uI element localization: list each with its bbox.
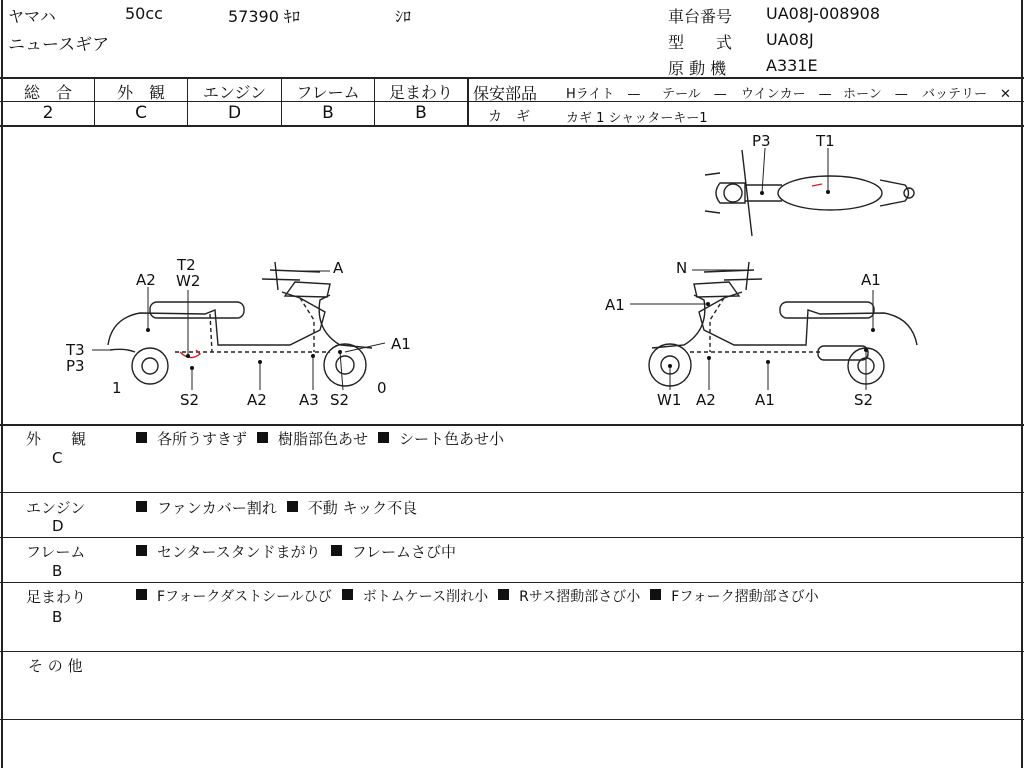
key-value: カギ 1 シャッターキー1 [566, 111, 708, 126]
diag-label: S2 [180, 391, 200, 409]
diag-label: S2 [330, 391, 350, 409]
remarks-rule-1 [0, 492, 1024, 493]
mileage: 57390 ｷﾛ [228, 7, 300, 26]
remark-label-frame: フレーム [26, 543, 86, 561]
safety-headlight: Hライト — [566, 87, 641, 102]
remark-grade-engine: D [52, 517, 64, 535]
remark-item: 樹脂部色あせ [278, 430, 369, 448]
safety-winker: ウインカー — [741, 87, 832, 102]
remark-items-suspension [136, 586, 829, 606]
header-top-rule [0, 77, 1024, 79]
grade-label-frame: フレーム [296, 83, 360, 102]
type-value: UA08J [766, 30, 814, 49]
diag-label: 0 [377, 379, 387, 397]
grade-label-exterior: 外 観 [116, 83, 165, 102]
frame-no: UA08J-008908 [766, 4, 881, 23]
remark-label-other: そ の 他 [28, 657, 83, 675]
type-label: 型 式 [668, 33, 733, 52]
remark-label-engine: エンジン [26, 499, 86, 517]
grade-label-overall: 総 合 [23, 83, 72, 102]
diag-label: A [333, 259, 344, 277]
remark-item: 不動 キック不良 [307, 499, 418, 517]
diag-label: A2 [136, 271, 156, 289]
model-name: ニュースギア [8, 35, 110, 55]
grade-value-engine: D [227, 103, 242, 123]
diag-label: T3 [66, 341, 85, 359]
damage-diagram [0, 126, 1024, 424]
diag-label: A1 [755, 391, 775, 409]
grade-value-suspension: B [415, 103, 427, 123]
safety-label: 保安部品 [473, 84, 538, 103]
remark-item: Fフォークダストシールひび [157, 589, 332, 605]
diag-label: P3 [752, 132, 771, 150]
engine-value: A331E [766, 56, 818, 75]
remark-items-frame [136, 541, 466, 562]
grade-value-exterior: C [135, 103, 147, 123]
frame-no-label: 車台番号 [668, 7, 733, 26]
remark-grade-frame: B [52, 562, 63, 580]
remarks-rule-5 [0, 719, 1024, 720]
remark-item: ファンカバー割れ [157, 499, 277, 517]
safety-battery: バッテリー ✕ [922, 87, 1011, 102]
remark-items-exterior [136, 428, 514, 449]
grade-value-overall: 2 [42, 103, 54, 123]
maker: ヤマハ [8, 7, 56, 26]
diag-label: T2 [177, 256, 196, 274]
col-div-5 [467, 77, 469, 126]
diag-label: A1 [605, 296, 625, 314]
diag-label: S2 [854, 391, 874, 409]
engine-label: 原 動 機 [668, 59, 727, 78]
diag-label: W1 [657, 391, 682, 409]
safety-horn: ホーン — [843, 87, 908, 102]
diag-label: A3 [299, 391, 319, 409]
remark-item: センタースタンドまがり [157, 543, 321, 561]
grade-value-frame: B [322, 103, 334, 123]
diag-label: 1 [112, 379, 122, 397]
scooter-top-view [705, 150, 914, 236]
diag-label: P3 [66, 357, 85, 375]
grade-label-suspension: 足まわり [388, 83, 453, 102]
remark-grade-suspension: B [52, 608, 63, 626]
remark-label-suspension: 足まわり [26, 588, 87, 606]
diagram-bottom-rule [0, 424, 1024, 426]
remarks-rule-2 [0, 537, 1024, 538]
diag-label: A1 [391, 335, 411, 353]
remark-label-exterior: 外 観 [26, 430, 87, 448]
diag-label: N [676, 259, 688, 277]
remark-item: フレームさび中 [351, 543, 457, 561]
grade-label-engine: エンジン [202, 83, 267, 102]
remark-item: ボトムケース削れ小 [362, 589, 489, 605]
remarks-rule-3 [0, 582, 1024, 583]
remarks-rule-4 [0, 651, 1024, 652]
diag-label: A1 [861, 271, 881, 289]
displacement: 50cc [125, 4, 163, 23]
diag-label: T1 [816, 132, 835, 150]
safety-taillight: テール — [662, 87, 727, 102]
remark-item: Fフォーク摺動部さび小 [671, 589, 819, 605]
diag-label: W2 [176, 272, 201, 290]
remark-item: 各所うすきず [157, 430, 248, 448]
diag-label: A2 [696, 391, 716, 409]
diag-label: A2 [247, 391, 267, 409]
body-color: ｼﾛ [395, 7, 412, 26]
remark-items-engine [136, 497, 427, 518]
remark-item: シート色あせ小 [399, 430, 505, 448]
remark-grade-exterior: C [52, 449, 63, 467]
remark-item: Rサス摺動部さび小 [519, 589, 641, 605]
key-label: カ ギ [488, 109, 530, 125]
